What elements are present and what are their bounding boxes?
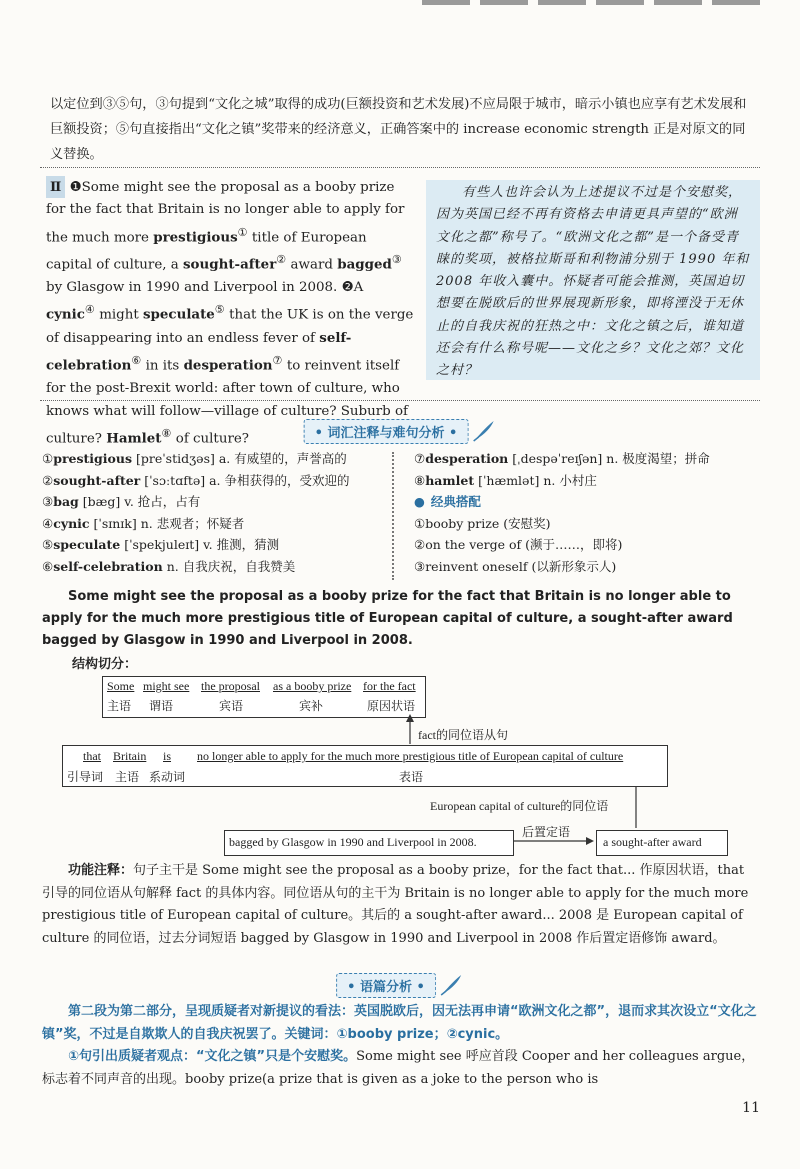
function-note-text: 句子主干是 Some might see the proposal as a booby prize，for the fact that... 作原因状语，that 引导的同位语从句解释 fact 的具体内容。同位语从句的主干为 Britain is no longer able to apply for the much more prestigious title of European capital of culture。其后的 a sought-after award... 2008 是 European capital of culture 的同位语，过去分词短语 bagged by Glasgow in 1990 and Liverpool in 2008 作后置定语修饰 award。 [42,863,749,946]
passage-paragraph: Ⅱ ❶Some might see the proposal as a booby prize for the fact that Britain is no longer able to apply for the much more prestigious① title of European capital of culture, a sought-after② award bagged③ by Glasgow in 1990 and Liverpool in 2008. ❷A cynic④ might speculate⑤ that the UK is on the verge of disappearing into an endless fever of self-celebration⑥ in its desperation⑦ to reinvent itself for the post-Brexit world: after town of culture, who knows what will follow—village of culture? Suburb of culture? Hamlet⑧ of culture? [46,176,416,451]
quill-pen-icon [438,972,464,998]
structure-segment: no longer able to apply for the much more prestigious title of European capital of culture [197,749,624,763]
structure-segment: for the fact [363,679,416,693]
sentence-marker: ❷ [341,280,354,296]
fact-appositive-label: fact的同位语从句 [418,728,508,742]
structure-label: 主语 [115,770,140,784]
vocab-right-column [414,448,710,577]
vocab-word: cynic [46,306,85,323]
structure-segment: as a booby prize [273,679,352,693]
vocab-word: speculate [143,306,215,323]
post-modifier-label: 后置定语 [522,825,571,839]
column-divider [392,452,394,580]
vocab-word: self-celebration [46,330,352,374]
sentence-marker: ❶ [69,180,82,195]
structure-label: 宾补 [299,699,324,713]
collocation-item: ③reinvent oneself (以新形象示人) [414,558,617,574]
structure-label: 宾语 [219,699,244,713]
vocab-word: bagged [337,256,392,273]
structure-segment: a sought-after award [603,835,702,849]
vocab-banner-label: • 词汇注释与难句分析 • [304,419,469,444]
structure-box-participle [224,830,514,856]
structure-label: 引导词 [67,770,104,784]
structure-segment: is [163,749,172,763]
function-note [42,860,760,950]
vocab-banner [304,418,497,444]
structure-segment: Some [107,679,135,693]
analysis-banner [336,972,464,998]
structure-box-award [596,830,728,856]
structure-segment: Britain [113,749,147,763]
structure-box-main [102,676,426,718]
vocab-item: ⑧hamlet [ˈhæmlət] n. 小村庄 [414,472,597,488]
analysis-point: ①句引出质疑者观点：“文化之镇”只是个安慰奖。 [68,1049,357,1064]
difficult-sentence: Some might see the proposal as a booby prize for the fact that Britain is no longer able to apply for the much more prestigious title of European capital of culture, a sought-after award bagged by Glasgow in 1990 and Liverpool in 2008. [42,589,733,648]
structure-segment: might see [143,679,190,693]
vocab-item: ①prestigious [preˈstidʒəs] a. 有威望的，声誉高的 [42,451,347,466]
structure-segment: bagged by Glasgow in 1990 and Liverpool in 2008. [229,835,477,849]
vocab-item: ⑤speculate [ˈspekjuleɪt] v. 推测，猜测 [42,537,280,552]
quill-pen-icon [470,418,496,444]
vocab-item: ⑥self-celebration n. 自我庆祝，自我赞美 [42,558,296,574]
paragraph-roman-numeral: Ⅱ [46,176,65,198]
page-number: 11 [742,1100,760,1116]
vocab-item: ③bag [bæg] v. 抢占，占有 [42,494,201,509]
translation-box: 有些人也许会认为上述提议不过是个安慰奖，因为英国已经不再有资格去申请更具声望的“欧洲文化之都”称号了。“欧洲文化之都”是一个备受青睐的奖项，被格拉斯哥和利物浦分别于 1990 年和 2008 年收入囊中。怀疑者可能会推测，英国迫切想要在脱欧后的世界展现新形象，即将湮没于无休止的自我庆祝的狂热之中：文化之镇之后，谁知道还会有什么称号呢——文化之乡？文化之郊？文化之村？ [426,180,760,380]
structure-label: 主语 [107,699,132,713]
structure-label: 原因状语 [367,699,416,713]
structure-label: 系动词 [149,770,186,784]
vocab-item: ②sought-after [ˈsɔːtɑftə] a. 争相获得的，受欢迎的 [42,472,350,488]
ecc-appositive-label: European capital of culture的同位语 [430,799,609,813]
vocab-item: ④cynic [ˈsɪnɪk] n. 悲观者；怀疑者 [42,515,245,531]
vocab-left-column [42,448,350,577]
discourse-analysis [42,1001,760,1091]
collocation-item: ①booby prize (安慰奖) [414,515,551,531]
collocation-heading: ● 经典搭配 [414,491,710,513]
top-decoration [422,0,760,5]
collocation-item: ②on the verge of (濒于……，即将) [414,537,623,552]
structure-label: 谓语 [149,699,174,713]
vocab-word: desperation [183,357,273,374]
structure-title: 结构切分： [72,657,138,672]
divider [40,400,760,401]
analysis-summary: 第二段为第二部分，呈现质疑者对新提议的看法：英国脱欧后，因无法再申请“欧洲文化之都”，退而求其次设立“文化之镇”奖，不过是自欺欺人的自我庆祝罢了。关键词：①booby prize；②cynic。 [42,1004,757,1042]
structure-label: 表语 [399,770,424,784]
function-note-lead: 功能注释： [68,863,134,878]
vocab-word: Hamlet [106,430,162,447]
vocab-word: prestigious [153,229,238,246]
structure-box-clause [62,745,668,787]
vocab-item: ⑦desperation [ˌdespəˈreɪʃən] n. 极度渴望；拼命 [414,451,710,466]
vocab-word: sought-after [183,256,277,273]
structure-segment: that [83,749,101,763]
divider [40,167,760,168]
structure-segment: the proposal [201,679,260,693]
analysis-text: Some might see 呼应首段 Cooper and her colleagues argue，标志着不同声音的出现。booby prize(a prize that is given as a joke to the person who is [42,1049,755,1087]
analysis-banner-label: • 语篇分析 • [336,973,436,998]
intro-paragraph: 以定位到③⑤句，③句提到“文化之城”取得的成功(巨额投资和艺术发展)不应局限于城市，暗示小镇也应享有艺术发展和巨额投资；⑤句直接指出“文化之镇”奖带来的经济意义，正确答案中的 increase economic strength 正是对原文的同义替换。 [50,97,747,162]
